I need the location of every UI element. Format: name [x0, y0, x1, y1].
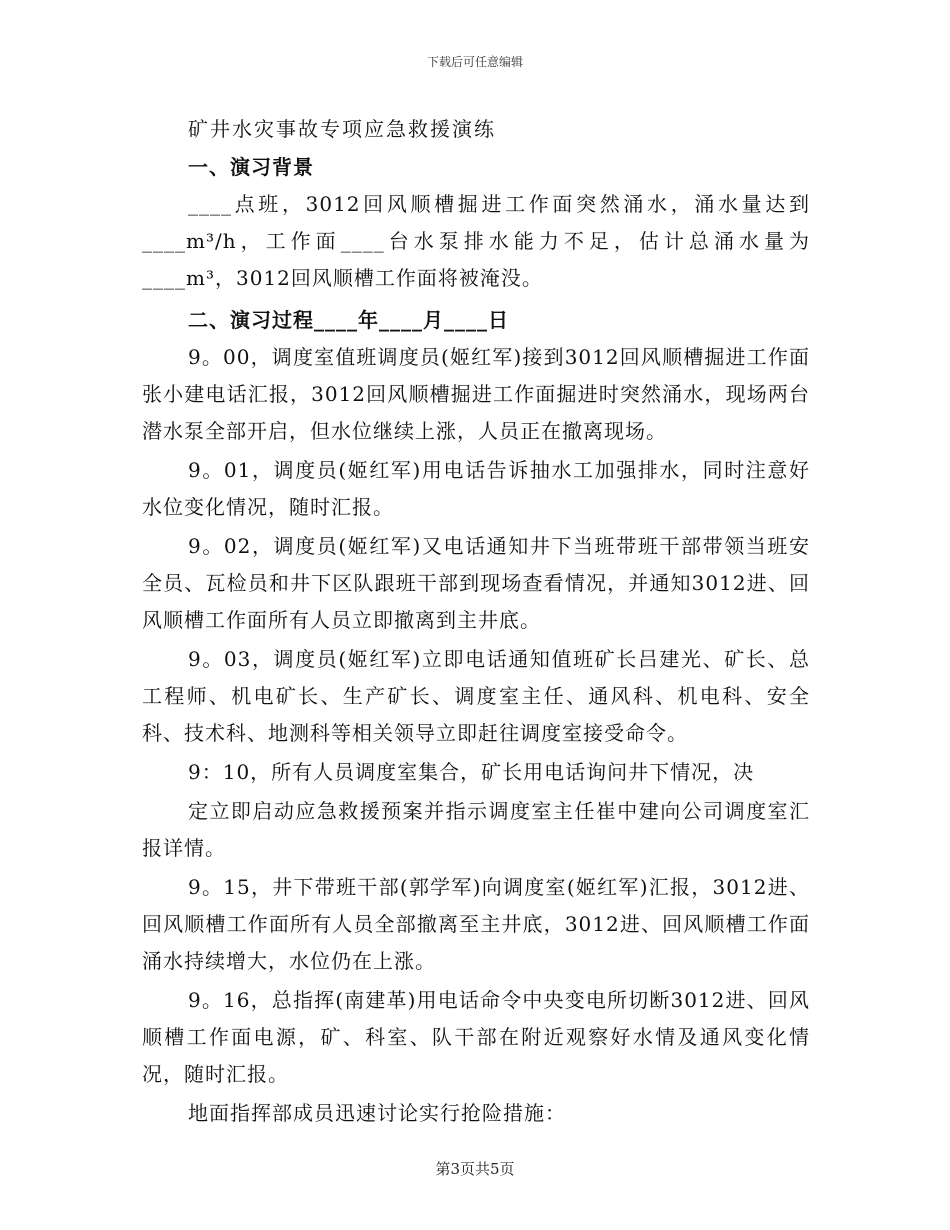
process-paragraph: 9。15，井下带班干部(郭学军)向调度室(姬红军)汇报，3012进、回风顺槽工作面所有人员全部撤离至主井底，3012进、回风顺槽工作面涌水持续增大，水位仍在上涨。	[142, 875, 810, 973]
section-heading-process: 二、演习过程____年____月____日	[188, 308, 509, 332]
process-paragraph: 地面指挥部成员迅速讨论实行抢险措施：	[188, 1101, 566, 1125]
page-header-note: 下载后可任意编辑	[426, 55, 523, 69]
section-heading-background: 一、演习背景	[188, 155, 314, 179]
process-paragraph: 9：10，所有人员调度室集合，矿长用电话询问井下情况，决	[188, 760, 755, 784]
document-body	[142, 110, 810, 1134]
page-number: 第3页共5页	[435, 1160, 515, 1178]
process-paragraph: 定立即启动应急救援预案并指示调度室主任崔中建向公司调度室汇报详情。	[142, 799, 810, 860]
process-paragraph: 9。03，调度员(姬红军)立即电话通知值班矿长吕建光、矿长、总工程师、机电矿长、生产矿长、调度室主任、通风科、机电科、安全科、技术科、地测科等相关领导立即赶往调度室接受命令。	[142, 647, 810, 745]
process-paragraph: 9。16，总指挥(南建革)用电话命令中央变电所切断3012进、回风顺槽工作面电源，矿、科室、队干部在附近观察好水情及通风变化情况，随时汇报。	[142, 988, 810, 1086]
process-paragraph: 9。00，调度室值班调度员(姬红军)接到3012回风顺槽掘进工作面张小建电话汇报，3012回风顺槽掘进工作面掘进时突然涌水，现场两台潜水泵全部开启，但水位继续上涨，人员正在撤离现场。	[142, 345, 810, 443]
document-title: 矿井水灾事故专项应急救援演练	[188, 117, 496, 141]
process-paragraph: 9。01，调度员(姬红军)用电话告诉抽水工加强排水，同时注意好水位变化情况，随时汇报。	[142, 458, 810, 519]
background-paragraph: ____点班，3012回风顺槽掘进工作面突然涌水，涌水量达到____m³/h，工作面____台水泵排水能力不足，估计总涌水量为____m³，3012回风顺槽工作面将被淹没。	[142, 192, 810, 290]
process-paragraph: 9。02，调度员(姬红军)又电话通知井下当班带班干部带领当班安全员、瓦检员和井下区队跟班干部到现场查看情况，并通知3012进、回风顺槽工作面所有人员立即撤离到主井底。	[142, 534, 810, 632]
